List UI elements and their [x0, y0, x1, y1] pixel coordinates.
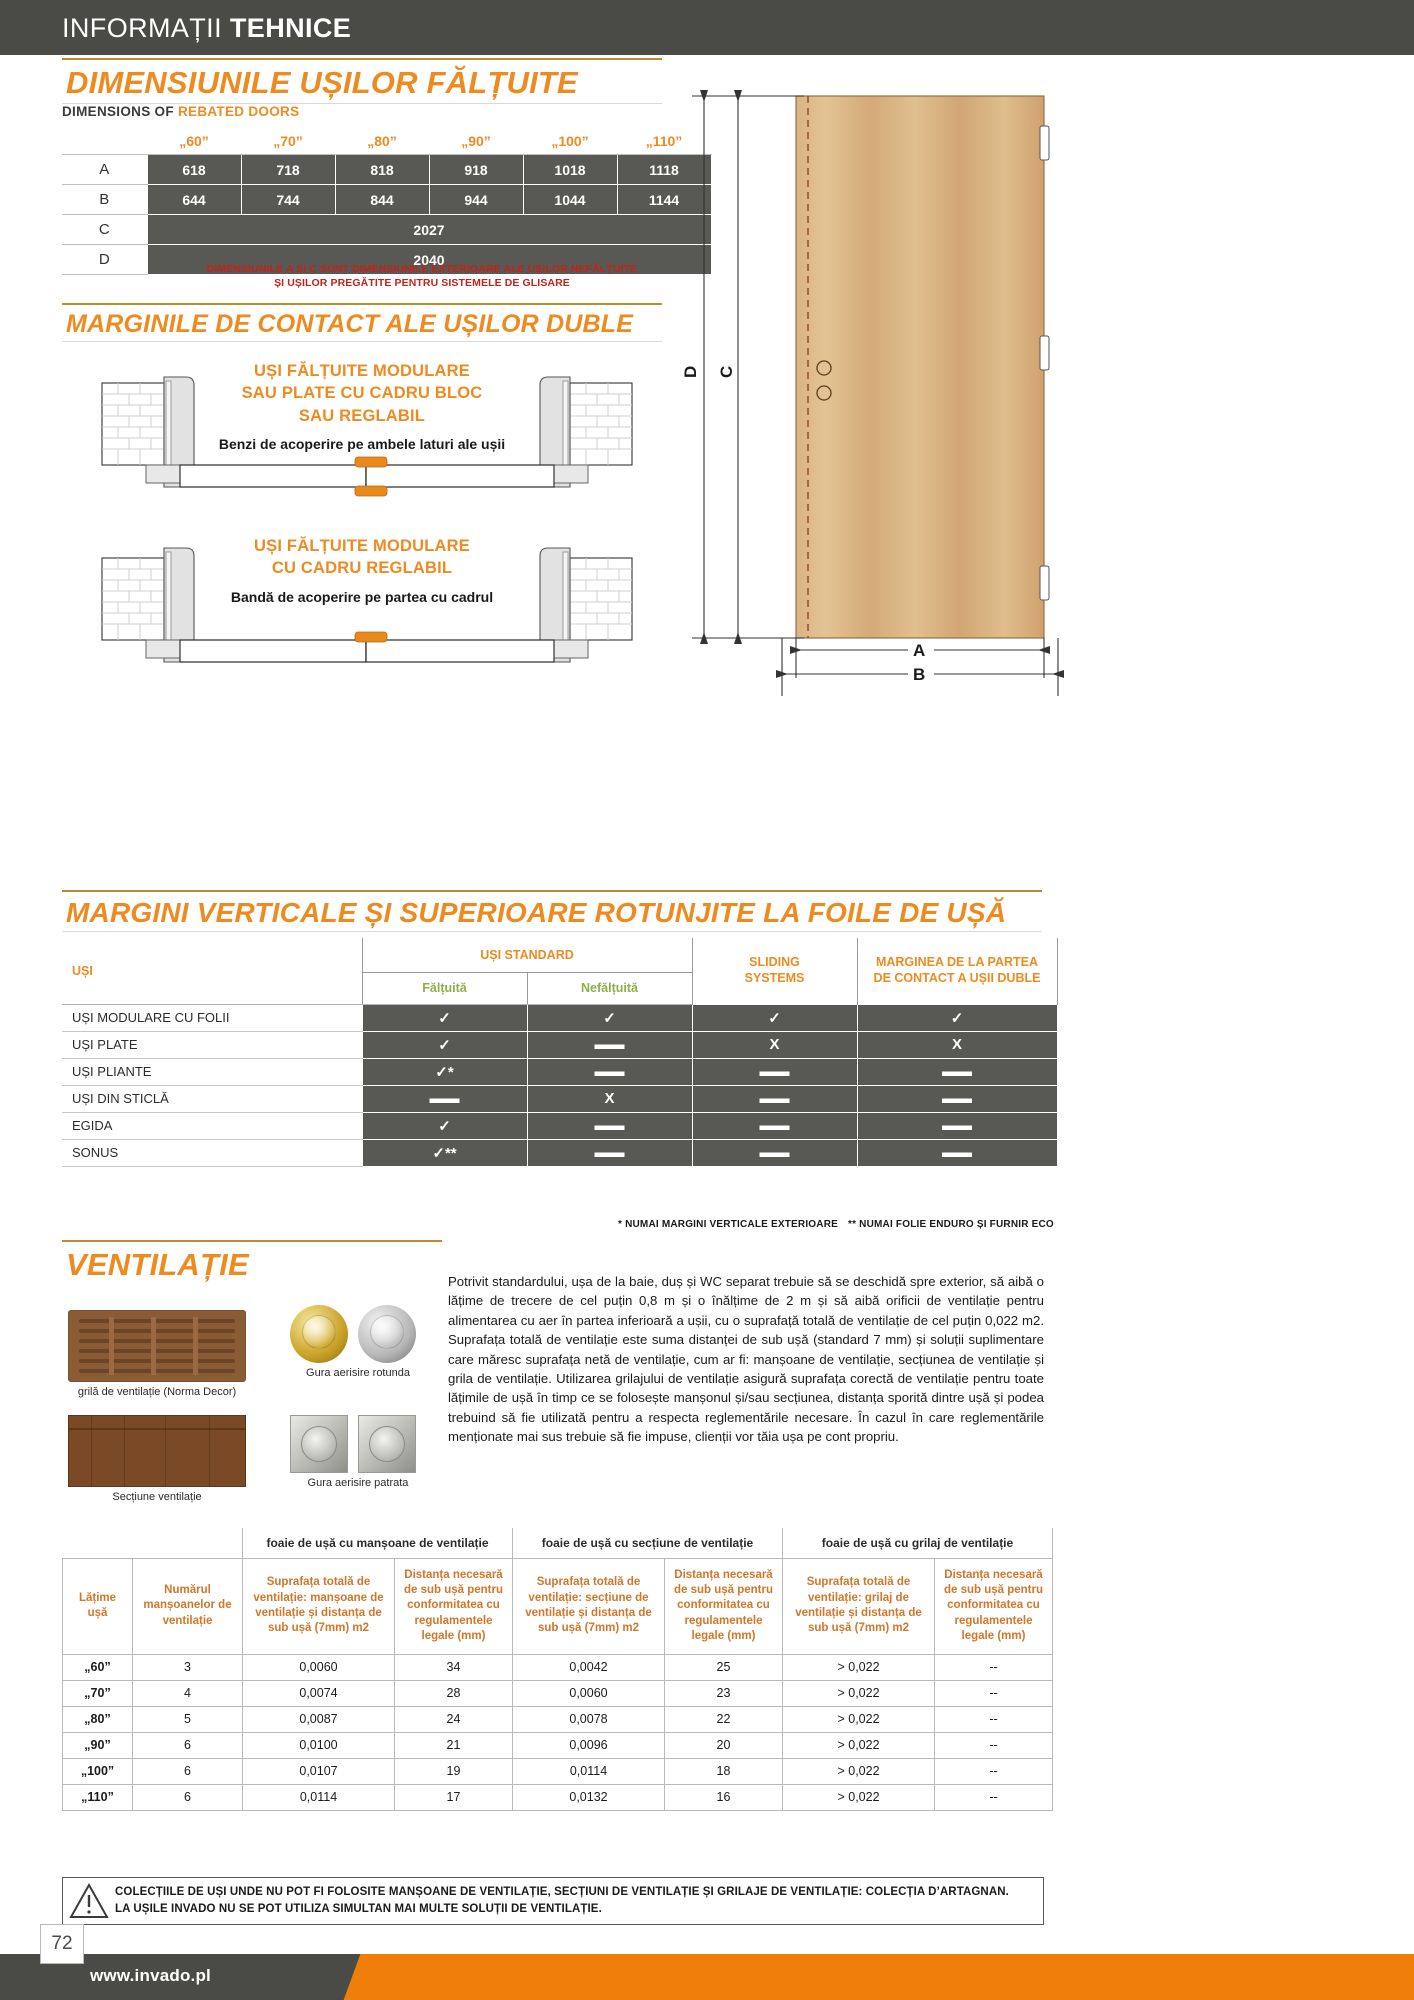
vent-data-cell: 0,0042 — [513, 1654, 665, 1680]
vent-data-cell: > 0,022 — [783, 1706, 935, 1732]
frame-right-seal-1 — [563, 381, 568, 465]
edges-mark-cell: ▬▬ — [857, 1058, 1057, 1085]
dimensions-cell: 644 — [147, 185, 241, 215]
diagram2-title-line2: CU CADRU REGLABIL — [271, 559, 453, 578]
vent-data-cell: -- — [935, 1784, 1053, 1810]
table-row — [62, 1058, 1057, 1085]
diagram1-title-line1: UȘI FĂLȚUITE MODULARE — [254, 362, 470, 380]
section-heading-ventilation — [62, 1240, 442, 1285]
vent-photo-round — [290, 1305, 426, 1379]
vent-data-cell: > 0,022 — [783, 1680, 935, 1706]
vent-width-cell: „110” — [63, 1784, 133, 1810]
vent-col-header: Numărul manșoanelor de ventilație — [133, 1558, 243, 1654]
vent-photo-grille-caption: grilă de ventilație (Norma Decor) — [77, 1386, 237, 1398]
vent-group-header: foaie de ușă cu grilaj de ventilație — [783, 1528, 1053, 1558]
edges-mark-cell: ▬▬ — [692, 1112, 857, 1139]
red-note-line-2: ȘI UȘILOR PREGĂTITE PENTRU SISTEMELE DE GLISARE — [274, 277, 570, 290]
edges-mark-cell: ✓ — [362, 1031, 527, 1058]
ventilation-body-text: Potrivit standardului, ușa de la baie, duș și WC separat trebuie să se deschidă spre exterior, să aibă o lățime de trecere de cel puțin 0,8 m și o înălțime de 2 m și să aibă orificii de ventilație pentru alimentarea cu aer în partea inferioară a ușii, cu o suprafață totală de ventilație de cel puțin 0,022 m2. Suprafața totală de ventilație este suma distanței de sub ușă (standard 7 mm) și soluții suplimentare care măresc suprafața netă de ventilație, cum ar fi: manșoane de ventilație, secțiunea de ventilație și grila de ventilație. Utilizarea grilajului de ventilație asigură suprafața corectă de ventilație pentru toate lățimile de ușă în timp ce se folosește manșonul și/sau secțiunea, distanța sporită dintre ușă și podea trebuind să fie utilizată pentru a respecta reglementările necesare. În cazul în care reglementările menționate mai sus trebuie să fie impuse, clienții vor tăia ușa pe cont propriu. — [448, 1274, 1044, 1445]
vent-data-cell: > 0,022 — [783, 1654, 935, 1680]
table-row — [62, 1085, 1057, 1112]
dimensions-subheading — [62, 104, 299, 119]
vent-data-cell: 0,0114 — [243, 1784, 395, 1810]
edges-mark-cell: ▬▬ — [857, 1112, 1057, 1139]
door-leaf-right-1 — [366, 465, 554, 487]
frame-right-seal-2 — [563, 552, 568, 640]
warning-triangle-icon — [63, 1882, 115, 1920]
vent-data-cell: 0,0107 — [243, 1758, 395, 1784]
vent-data-cell: 0,0087 — [243, 1706, 395, 1732]
door-elevation-figure — [676, 78, 1366, 698]
header-title-light: INFORMAȚII — [62, 13, 222, 43]
diagram2-subtitle: Bandă de acoperire pe partea cu cadrul — [230, 588, 494, 605]
edges-mark-cell: X — [527, 1085, 692, 1112]
vent-width-cell: „70” — [63, 1680, 133, 1706]
vent-corner-cell — [63, 1528, 243, 1558]
table-row — [63, 1654, 1053, 1680]
subheading-plain: DIMENSIONS OF — [62, 104, 178, 119]
bottom-warning-line-2: LA UȘILE INVADO NU SE POT UTILIZA SIMULTAN MAI MULTE SOLUȚII DE VENTILAȚIE. — [115, 1903, 602, 1915]
vent-data-cell: 0,0060 — [513, 1680, 665, 1706]
dimensions-col-header: „90” — [429, 127, 523, 155]
double-door-section-svg-1 — [62, 365, 672, 510]
vent-data-cell: > 0,022 — [783, 1732, 935, 1758]
dimensions-cell: 1018 — [523, 155, 617, 185]
ventilation-heading-text: VENTILAȚIE — [66, 1247, 249, 1282]
vent-col-header: Lățime ușă — [63, 1558, 133, 1654]
diagram1-title-line3: SAU REGLABIL — [298, 406, 426, 425]
dimensions-cell: 618 — [147, 155, 241, 185]
vent-data-cell: > 0,022 — [783, 1784, 935, 1810]
edges-row-name: UȘI PLIANTE — [62, 1058, 362, 1085]
vent-data-cell: 0,0114 — [513, 1758, 665, 1784]
vent-data-cell: 34 — [395, 1654, 513, 1680]
wall-left-1 — [102, 383, 164, 465]
edges-mark-cell: X — [857, 1031, 1057, 1058]
frame-left-seal-2 — [166, 552, 171, 640]
page-header-title — [62, 13, 351, 44]
edges-row-name: UȘI MODULARE CU FOLII — [62, 1004, 362, 1031]
ventilation-grille-image — [68, 1310, 246, 1382]
vent-photo-square — [290, 1415, 426, 1489]
dimensions-cell: 744 — [241, 185, 335, 215]
edges-mark-cell: ✓ — [362, 1112, 527, 1139]
frame-left-seal-1 — [166, 381, 171, 465]
vent-data-cell: 0,0100 — [243, 1732, 395, 1758]
table-row — [62, 1004, 1057, 1031]
dim-label-a: A — [913, 641, 926, 660]
vent-data-cell: 3 — [133, 1654, 243, 1680]
edges-mark-cell: ▬▬ — [527, 1058, 692, 1085]
wall-right-2 — [570, 558, 632, 640]
vent-col-header: Distanța necesară de sub ușă pentru conformitatea cu regulamentele legale (mm) — [665, 1558, 783, 1654]
edges-mark-cell: ✓ — [527, 1004, 692, 1031]
square-vent-images — [290, 1415, 426, 1473]
double-door-section-svg-2 — [62, 540, 672, 685]
header-title-bold: TEHNICE — [229, 13, 352, 43]
edges-footnote-1: * NUMAI MARGINI VERTICALE EXTERIOARE — [618, 1219, 838, 1230]
dimensions-cell: 918 — [429, 155, 523, 185]
table-row — [63, 1784, 1053, 1810]
vent-photo-section-caption: Secțiune ventilație — [112, 1491, 202, 1503]
vent-data-cell: -- — [935, 1654, 1053, 1680]
dimensions-span-cell: 2027 — [147, 215, 711, 245]
vent-data-cell: 0,0132 — [513, 1784, 665, 1810]
edges-sub-faltuita: Fălțuită — [362, 972, 527, 1004]
dimensions-table — [62, 126, 712, 275]
dimensions-corner-cell — [62, 127, 147, 155]
dimensions-row-label: A — [62, 155, 147, 185]
cover-strip-top-1 — [355, 457, 387, 467]
dimensions-cell: 818 — [335, 155, 429, 185]
table-row — [62, 215, 711, 245]
dimensions-red-note — [142, 262, 702, 290]
vent-group-header: foaie de ușă cu manșoane de ventilație — [243, 1528, 513, 1558]
bottom-warning-box — [62, 1877, 1044, 1925]
vent-photo-grille — [68, 1310, 246, 1398]
dim-label-b: B — [913, 665, 926, 684]
dim-label-d: D — [681, 365, 700, 378]
vent-width-cell: „80” — [63, 1706, 133, 1732]
table-row — [63, 1680, 1053, 1706]
vent-data-cell: 21 — [395, 1732, 513, 1758]
vent-data-cell: -- — [935, 1706, 1053, 1732]
vent-data-cell: 28 — [395, 1680, 513, 1706]
vent-data-cell: 20 — [665, 1732, 783, 1758]
dimensions-cell: 718 — [241, 155, 335, 185]
edges-mark-cell: ✓* — [362, 1058, 527, 1085]
rounded-edges-table — [62, 938, 1058, 1167]
vent-data-cell: 5 — [133, 1706, 243, 1732]
edges-group-sliding: SLIDING SYSTEMS — [692, 938, 857, 1004]
edges-group-standard: UȘI STANDARD — [362, 938, 692, 972]
edges-header-row-1 — [62, 938, 1057, 972]
vent-data-cell: -- — [935, 1758, 1053, 1784]
section-heading-dimensions — [62, 58, 662, 104]
vent-group-header-row — [63, 1528, 1053, 1558]
contact-heading-text: MARGINILE DE CONTACT ALE UȘILOR DUBLE — [66, 310, 634, 338]
door-leaf-left-1 — [180, 465, 366, 487]
diagram1-title-line2: SAU PLATE CU CADRU BLOC — [241, 384, 483, 403]
edges-usi-label: UȘI — [62, 938, 362, 1004]
dimensions-col-header: „110” — [617, 127, 711, 155]
square-vent-right-icon — [358, 1415, 416, 1473]
vent-data-cell: 6 — [133, 1784, 243, 1810]
vertical-dimension-lines — [692, 96, 804, 638]
dimensions-row-label: D — [62, 245, 147, 275]
contact-rule-bottom — [62, 341, 662, 342]
cover-strip-top-2 — [355, 632, 387, 642]
vent-data-cell: 6 — [133, 1732, 243, 1758]
edges-mark-cell: ▬▬ — [857, 1139, 1057, 1166]
vent-photo-round-caption: Gura aerisire rotunda — [306, 1367, 410, 1379]
edges-mark-cell: ▬▬ — [527, 1139, 692, 1166]
subheading-highlight: REBATED DOORS — [177, 104, 300, 119]
edges-sub-nefaltuita: Nefălțuită — [527, 972, 692, 1004]
table-row — [62, 1139, 1057, 1166]
edges-rule-bottom — [62, 931, 1042, 932]
edges-mark-cell: ✓ — [362, 1004, 527, 1031]
round-vent-images — [290, 1305, 426, 1363]
vent-data-cell: 0,0074 — [243, 1680, 395, 1706]
vent-col-header-row — [63, 1558, 1053, 1654]
vent-width-cell: „60” — [63, 1654, 133, 1680]
vent-width-cell: „100” — [63, 1758, 133, 1784]
table-row — [63, 1706, 1053, 1732]
bottom-warning-line-1: COLECȚIILE DE UȘI UNDE NU POT FI FOLOSITE MANȘOANE DE VENTILAȚIE, SECȚIUNI DE VENTILAȚIE ȘI GRILAJE DE VENTILAȚIE: COLECȚIA D’ARTAGNAN. — [115, 1886, 1009, 1899]
vent-col-header: Suprafața totală de ventilație: grilaj de ventilație și distanța de sub ușă (7mm) m2 — [783, 1558, 935, 1654]
edges-mark-cell: ▬▬ — [362, 1085, 527, 1112]
dimensions-span-cell: 2040 — [147, 245, 711, 275]
table-row — [63, 1732, 1053, 1758]
square-vent-left-icon — [290, 1415, 348, 1473]
edges-row-name: SONUS — [62, 1139, 362, 1166]
hinge-top — [1040, 126, 1049, 160]
edges-mark-cell: ▬▬ — [692, 1139, 857, 1166]
edges-row-name: UȘI DIN STICLĂ — [62, 1085, 362, 1112]
vent-group-header: foaie de ușă cu secțiune de ventilație — [513, 1528, 783, 1558]
ventilation-section-image — [68, 1415, 246, 1487]
edges-mark-cell: ✓** — [362, 1139, 527, 1166]
edges-row-name: UȘI PLATE — [62, 1031, 362, 1058]
section-heading-contact-edges — [62, 303, 662, 342]
edges-mark-cell: ▬▬ — [857, 1085, 1057, 1112]
vent-data-cell: > 0,022 — [783, 1758, 935, 1784]
dimensions-cell: 1144 — [617, 185, 711, 215]
cover-strip-bottom-1 — [355, 486, 387, 496]
ventilation-table — [62, 1528, 1053, 1811]
vent-data-cell: 23 — [665, 1680, 783, 1706]
edges-mark-cell: ▬▬ — [692, 1058, 857, 1085]
vent-data-cell: 18 — [665, 1758, 783, 1784]
vent-photo-square-caption: Gura aerisire patrata — [307, 1477, 409, 1489]
edges-heading-text: MARGINI VERTICALE ȘI SUPERIOARE ROTUNJITE LA FOILE DE UȘĂ — [66, 897, 1007, 928]
round-vent-gold-icon — [290, 1305, 348, 1363]
table-row — [62, 1031, 1057, 1058]
edges-mark-cell: ▬▬ — [527, 1112, 692, 1139]
red-note-line-1: DIMENSIUNILE A ȘI C SUNT DIMENSIUNILE EXTERIOARE ALE UȘILOR NEFĂLȚUITE — [206, 263, 638, 275]
dimensions-cell: 1118 — [617, 155, 711, 185]
edges-mark-cell: ▬▬ — [527, 1031, 692, 1058]
dim-label-c: C — [717, 365, 736, 378]
vent-data-cell: 16 — [665, 1784, 783, 1810]
page-footer — [0, 1940, 1414, 2000]
vent-data-cell: -- — [935, 1680, 1053, 1706]
page-number-badge: 72 — [40, 1924, 84, 1964]
vent-col-header: Suprafața totală de ventilație: secțiune de ventilație și distanța de sub ușă (7mm) m2 — [513, 1558, 665, 1654]
edges-group-margine: MARGINEA DE LA PARTEA DE CONTACT A UȘII DUBLE — [857, 938, 1057, 1004]
section-heading-edges — [62, 890, 1042, 932]
wall-right-1 — [570, 383, 632, 465]
round-vent-silver-icon — [358, 1305, 416, 1363]
page-header-bar — [0, 0, 1414, 55]
vent-data-cell: 17 — [395, 1784, 513, 1810]
dimensions-header-row — [62, 127, 711, 155]
vent-col-header: Distanța necesară de sub ușă pentru conformitatea cu regulamentele legale (mm) — [935, 1558, 1053, 1654]
table-row — [62, 185, 711, 215]
hinge-middle — [1040, 336, 1049, 370]
table-row — [62, 155, 711, 185]
vent-data-cell: 19 — [395, 1758, 513, 1784]
dimensions-col-header: „100” — [523, 127, 617, 155]
dimensions-col-header: „70” — [241, 127, 335, 155]
dimensions-col-header: „60” — [147, 127, 241, 155]
dimensions-row-label: C — [62, 215, 147, 245]
table-row — [62, 1112, 1057, 1139]
vent-data-cell: 0,0096 — [513, 1732, 665, 1758]
door-panel — [796, 96, 1044, 638]
vent-data-cell: 24 — [395, 1706, 513, 1732]
dimensions-heading-text: DIMENSIUNILE UȘILOR FĂLȚUITE — [66, 65, 578, 100]
vent-photo-section — [68, 1415, 246, 1503]
edges-mark-cell: ▬▬ — [692, 1085, 857, 1112]
wall-left-2 — [102, 558, 164, 640]
dimensions-col-header: „80” — [335, 127, 429, 155]
edges-row-name: EGIDA — [62, 1112, 362, 1139]
edges-footnote-2: ** NUMAI FOLIE ENDURO ȘI FURNIR ECO — [848, 1219, 1054, 1230]
vent-data-cell: 6 — [133, 1758, 243, 1784]
edges-mark-cell: X — [692, 1031, 857, 1058]
dimensions-row-label: B — [62, 185, 147, 215]
vent-data-cell: 0,0060 — [243, 1654, 395, 1680]
dimensions-cell: 1044 — [523, 185, 617, 215]
footer-website-url[interactable]: www.invado.pl — [90, 1966, 211, 1985]
vent-data-cell: -- — [935, 1732, 1053, 1758]
diagram2-title-line1: UȘI FĂLȚUITE MODULARE — [254, 537, 470, 555]
door-leaf-right-2 — [366, 640, 554, 662]
vent-col-header: Distanța necesară de sub ușă pentru conformitatea cu regulamentele legale (mm) — [395, 1558, 513, 1654]
diagram1-subtitle: Benzi de acoperire pe ambele laturi ale ușii — [218, 435, 506, 452]
vent-data-cell: 0,0078 — [513, 1706, 665, 1732]
vent-data-cell: 22 — [665, 1706, 783, 1732]
hinge-bottom — [1040, 566, 1049, 600]
vent-width-cell: „90” — [63, 1732, 133, 1758]
edges-mark-cell: ✓ — [692, 1004, 857, 1031]
vent-data-cell: 4 — [133, 1680, 243, 1706]
vent-col-header: Suprafața totală de ventilație: manșoane de ventilație și distanța de sub ușă (7mm) m2 — [243, 1558, 395, 1654]
dimensions-cell: 944 — [429, 185, 523, 215]
bottom-warning-text — [115, 1884, 1017, 1917]
dimensions-cell: 844 — [335, 185, 429, 215]
footer-orange-band — [362, 1954, 1414, 2000]
table-row — [63, 1758, 1053, 1784]
edges-mark-cell: ✓ — [857, 1004, 1057, 1031]
vent-data-cell: 25 — [665, 1654, 783, 1680]
door-leaf-left-2 — [180, 640, 366, 662]
